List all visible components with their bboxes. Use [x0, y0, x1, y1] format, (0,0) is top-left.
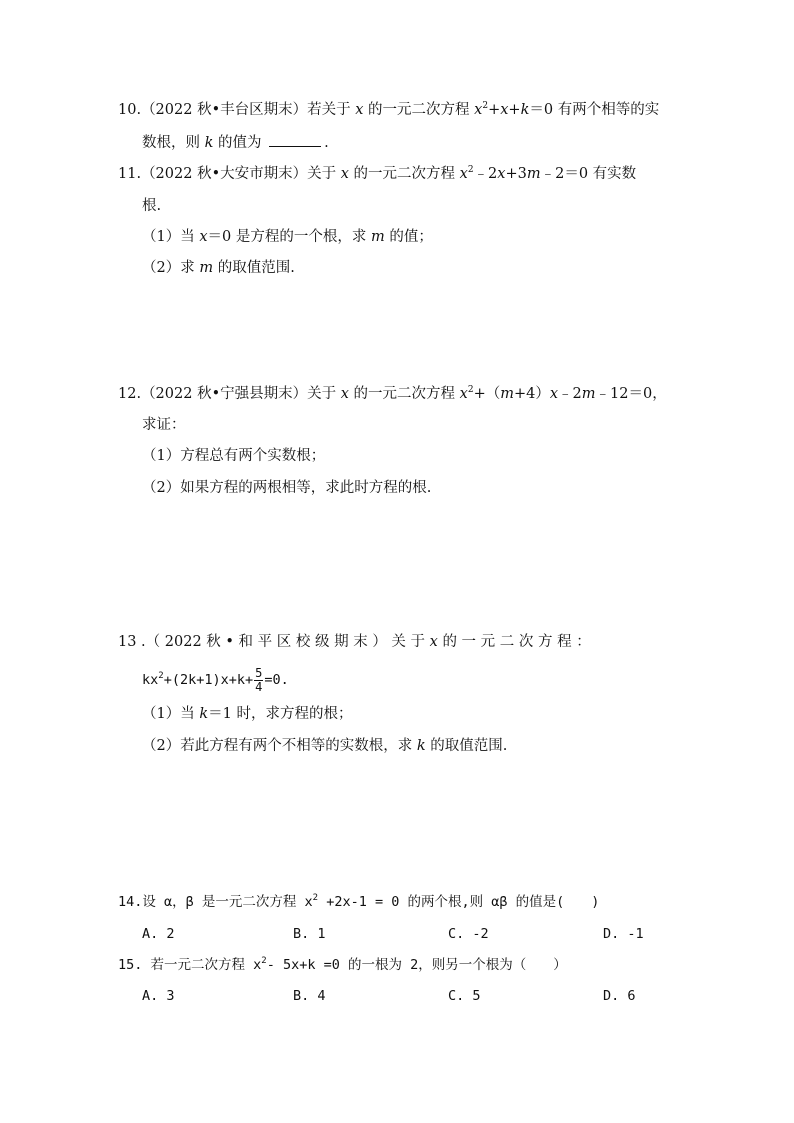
q12-part-1	[142, 446, 325, 466]
q15-option-b[interactable]: B. 4	[293, 988, 326, 1004]
q15-text: 15. 若一元二次方程 x	[118, 957, 262, 973]
fraction-numerator: 5	[255, 665, 263, 680]
q13-text: ＝1 时，求方程的根；	[208, 706, 353, 722]
q11-var-m: m	[199, 260, 214, 276]
q10-eq: +	[488, 102, 501, 118]
q10-source: （2022 秋•丰台区期末）	[141, 102, 308, 118]
q12-eq: x	[549, 386, 559, 402]
q15-option-d[interactable]: D. 6	[603, 988, 636, 1004]
q15-stem	[118, 955, 567, 975]
q10-text: 的一元二次方程	[363, 102, 475, 118]
q12-eq: ﹣12＝0，	[595, 386, 667, 402]
q12-eq: +4）	[513, 386, 550, 402]
q12-text: （2）如果方程的两根相等，求此时方程的根.	[142, 480, 432, 496]
q13-number: 13 .	[118, 634, 146, 650]
q11-eq: +3	[505, 166, 527, 182]
q11-eq: x	[497, 166, 506, 182]
q14-text: 14.设 α，β 是一元二次方程 x	[118, 894, 313, 910]
q10-eq: x	[474, 102, 483, 118]
q10-eq: k	[520, 102, 530, 118]
q12-eq-exp: 2	[467, 385, 474, 395]
q13-eq: =0.	[264, 672, 289, 688]
q13-text: 的 一 元 二 次 方 程 ：	[437, 634, 591, 650]
q12-eq: m	[500, 386, 514, 402]
q14-text: +2x-1 = 0 的两个根,则 αβ 的值是( )	[318, 894, 600, 910]
q14-option-d[interactable]: D. -1	[603, 926, 644, 942]
q13-line-1	[118, 632, 591, 652]
q12-source: （2022 秋•宁强县期末）	[141, 386, 308, 402]
q13-var-k: k	[199, 706, 209, 722]
q13-var-x: x	[429, 634, 438, 650]
q11-part-2	[142, 258, 295, 278]
q14-option-b[interactable]: B. 1	[293, 926, 326, 942]
q11-line-1	[118, 164, 636, 184]
q11-text: （1）当	[142, 229, 200, 245]
q12-eq: ﹣2	[558, 386, 582, 402]
q15-option-a[interactable]: A. 3	[142, 988, 175, 1004]
q15-text: - 5x+k =0 的一根为 2，则另一个根为（ ）	[266, 957, 567, 973]
q10-var-k: k	[204, 135, 214, 151]
q13-text: （1）当	[142, 706, 200, 722]
q13-source: （ 2022 秋 • 和 平 区 校 级 期 末 ）	[145, 634, 387, 650]
q10-number: 10.	[118, 102, 142, 118]
q11-text: 的取值范围.	[213, 260, 295, 276]
fraction-denominator: 4	[255, 679, 263, 694]
q11-eq-exp: 2	[467, 165, 474, 175]
q10-eq: +	[508, 102, 521, 118]
q14-stem	[118, 892, 599, 912]
q12-part-2	[142, 478, 431, 498]
q12-text: 关于	[307, 386, 341, 402]
q13-eq: +(2k+1)x+k+	[163, 672, 254, 688]
q12-number: 12.	[118, 386, 142, 402]
q11-eq: x	[459, 166, 468, 182]
q13-var-k: k	[416, 738, 426, 754]
q13-part-2	[142, 736, 507, 756]
q12-text: 求证：	[142, 417, 186, 433]
q12-var-x: x	[340, 386, 349, 402]
q13-text: （2）若此方程有两个不相等的实数根，求	[142, 738, 417, 754]
q11-text: 关于	[307, 166, 341, 182]
q11-number: 11.	[118, 166, 142, 182]
q14-option-a[interactable]: A. 2	[142, 926, 175, 942]
q12-text: 的一元二次方程	[348, 386, 460, 402]
q11-line-2	[142, 196, 161, 216]
q11-var-x: x	[340, 166, 349, 182]
q10-text: 若关于	[307, 102, 356, 118]
q10-eq-exp: 2	[482, 101, 489, 111]
q11-source: （2022 秋•大安市期末）	[141, 166, 308, 182]
q14-exp: 2	[312, 893, 319, 903]
q12-eq: m	[581, 386, 596, 402]
q13-eq: kx	[142, 672, 159, 688]
q10-eq: x	[500, 102, 509, 118]
q12-eq: x	[459, 386, 468, 402]
q11-eq: m	[526, 166, 541, 182]
q13-part-1	[142, 704, 352, 724]
q13-eq-exp: 2	[158, 671, 164, 681]
fraction	[254, 667, 263, 694]
q14-option-c[interactable]: C. -2	[448, 926, 489, 942]
q10-line-1	[118, 100, 659, 120]
q12-line-1	[118, 384, 667, 404]
q13-text: 的取值范围.	[425, 738, 508, 754]
q11-var-x: x	[199, 229, 208, 245]
q10-text: 数根，则	[142, 135, 205, 151]
q11-eq: ﹣2	[473, 166, 498, 182]
q15-option-c[interactable]: C. 5	[448, 988, 481, 1004]
q11-part-1	[142, 227, 433, 247]
q12-line-2	[142, 415, 186, 435]
q12-eq: +（	[473, 386, 501, 402]
q13-equation	[142, 666, 289, 694]
q11-text: （2）求	[142, 260, 200, 276]
q10-text: .	[324, 135, 329, 151]
q10-text: 的值为	[213, 135, 267, 151]
answer-blank[interactable]	[269, 132, 321, 147]
q10-eq: ＝0 有两个相等的实	[529, 102, 660, 118]
q10-line-2	[142, 132, 329, 153]
q10-var-x: x	[355, 102, 364, 118]
q11-text: 的值；	[384, 229, 433, 245]
q11-eq: ﹣2＝0 有实数	[540, 166, 637, 182]
q13-text: 关 于	[386, 634, 430, 650]
q11-text: 的一元二次方程	[348, 166, 460, 182]
q12-text: （1）方程总有两个实数根；	[142, 448, 326, 464]
q11-text: 根.	[142, 198, 162, 214]
q11-var-m: m	[370, 229, 385, 245]
q11-text: ＝0 是方程的一个根，求	[207, 229, 371, 245]
q15-exp: 2	[261, 956, 267, 966]
